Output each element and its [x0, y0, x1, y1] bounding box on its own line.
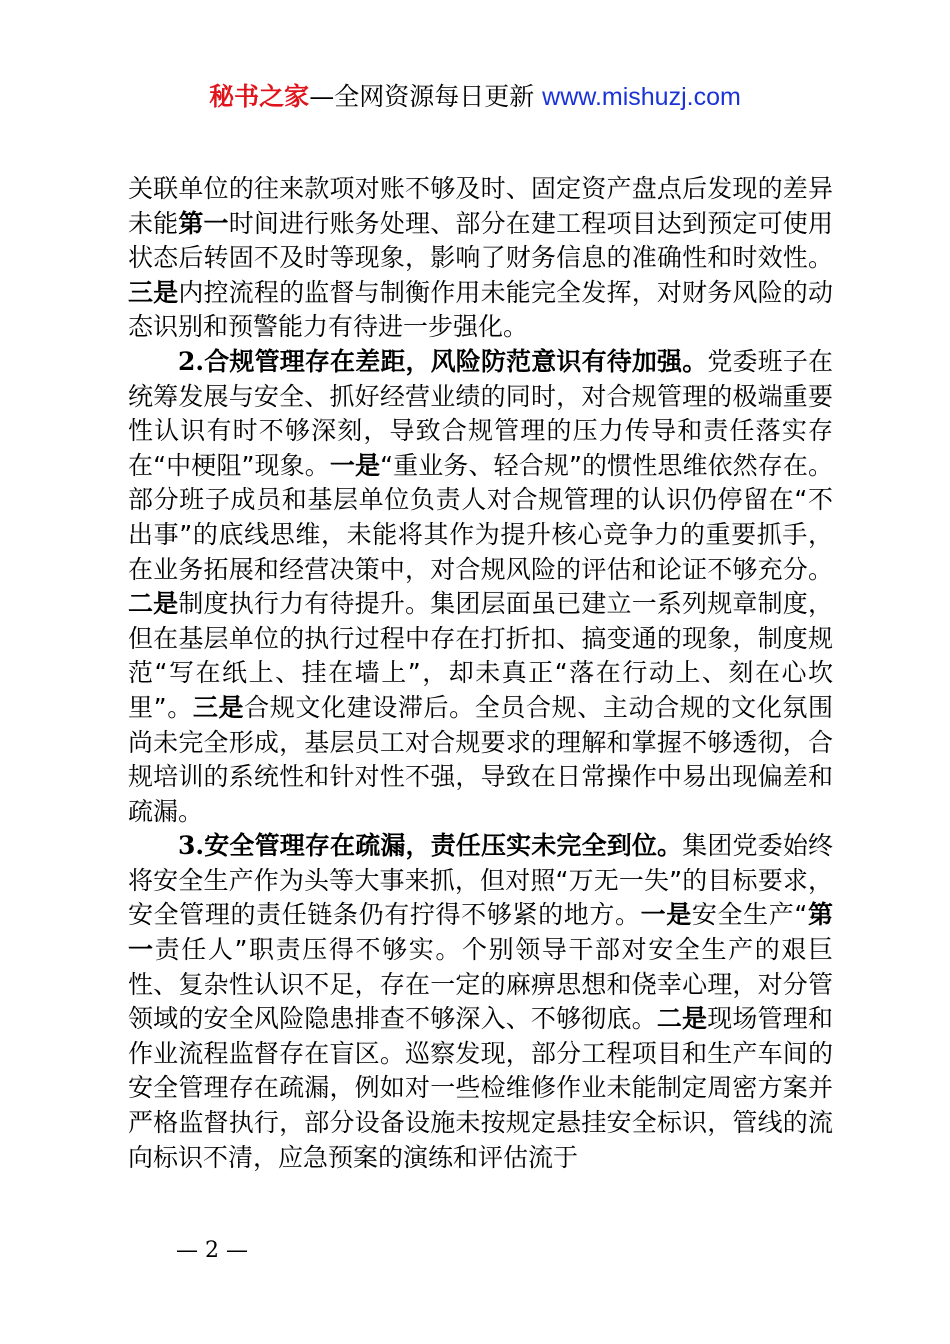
text-run: 合规文化建设滞后。全员合规、主动合规的文化氛围尚未完全形成，基层员工对合规要求的理解和掌握不够透彻，合规培训的系统性和针对性不强，导致在日常操作中易出现偏差和疏漏。 [128, 692, 833, 826]
bold-keyword: 三是 [192, 692, 245, 722]
text-run: 党委班子在统筹发展与安全、抓好经营业绩的同时，对合规管理的极端重要性认识有时不够深刻，导致合规管理的压力传导和责任落实存在“中梗阻”现象。 [128, 346, 833, 480]
banner-tagline: —全网资源每日更新 [309, 82, 535, 111]
text-run: 内控流程的监督与制衡作用未能完全发挥，对财务风险的动态识别和预警能力有待进一步强化。 [128, 277, 833, 342]
bold-keyword: 第一 [128, 900, 833, 965]
paragraph-finance-continued [128, 172, 833, 345]
site-url-link[interactable]: www.mishuzj.com [542, 83, 741, 111]
text-run: 责任人”职责压得不够实。个别领导干部对安全生产的艰巨性、复杂性认识不足，存在一定的麻痹思想和侥幸心理，对分管领域的安全风险隐患排查不够深入、不够彻底。 [128, 935, 833, 1034]
bold-keyword: 三是 [128, 277, 179, 307]
text-run: 安全生产“ [691, 900, 808, 930]
bold-keyword: 一是 [329, 450, 381, 480]
text-run: 制度执行力有待提升。集团层面虽已建立一系列规章制度，但在基层单位的执行过程中存在打折扣、搞变通的现象，制度规范“写在纸上、挂在墙上”，却未真正“落在行动上、刻在心坎里”。 [128, 589, 833, 722]
text-run: 时间进行账务处理、部分在建工程项目达到预定可使用状态后转固不及时等现象，影响了财务信息的准确性和时效性。 [128, 208, 833, 273]
bold-keyword: 第一 [178, 208, 229, 238]
site-banner [0, 80, 950, 114]
text-run: “重业务、轻合规”的惯性思维依然存在。部分班子成员和基层单位负责人对合规管理的认识仍停留在“不出事”的底线思维，未能将其作为提升核心竞争力的重要抓手，在业务拓展和经营决策中，对合规风险的评估和论证不够充分。 [128, 450, 833, 584]
page-number: — 2 — [176, 1238, 248, 1263]
section-number: 3. [178, 831, 205, 861]
paragraph-safety [128, 829, 833, 1175]
text-run: 集团党委始终将安全生产作为头等大事来抓，但对照“万无一失”的目标要求，安全管理的责任链条仍有拧得不够紧的地方。 [128, 831, 833, 930]
section-heading: 合规管理存在差距，风险防范意识有待加强。 [204, 346, 708, 376]
brand-name: 秘书之家 [209, 82, 310, 111]
bold-keyword: 一是 [640, 900, 692, 930]
bold-keyword: 二是 [656, 1004, 708, 1034]
section-number: 2. [178, 346, 205, 376]
bold-keyword: 二是 [128, 589, 179, 619]
section-heading: 安全管理存在疏漏，责任压实未完全到位。 [204, 831, 683, 861]
text-run: 关联单位的往来款项对账不够及时、固定资产盘点后发现的差异未能 [128, 174, 833, 238]
text-run: 现场管理和作业流程监督存在盲区。巡察发现，部分工程项目和生产车间的安全管理存在疏漏，例如对一些检维修作业未能制定周密方案并严格监督执行，部分设备设施未按规定悬挂安全标识，管线的流向标识不清，应急预案的演练和评估流于 [128, 1004, 833, 1172]
document-body [128, 172, 833, 1175]
paragraph-compliance [128, 345, 833, 829]
